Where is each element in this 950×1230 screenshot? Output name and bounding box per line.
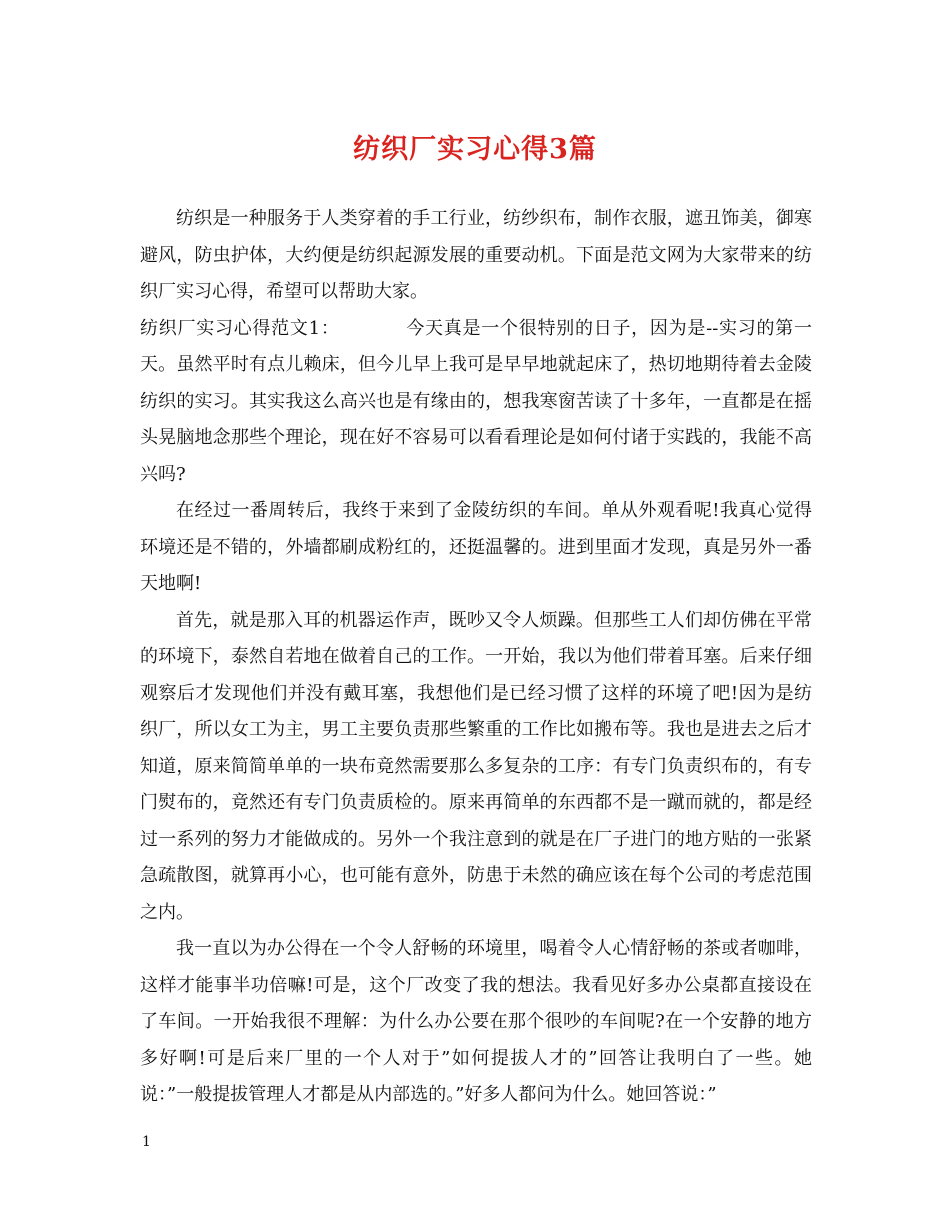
- body-paragraph: 在经过一番周转后，我终于来到了金陵纺织的车间。单从外观看呢!我真心觉得环境还是不错的，外墙都刷成粉红的，还挺温馨的。进到里面才发现，真是另外一番天地啊!: [140, 500, 812, 594]
- page-number: 1: [142, 1134, 151, 1150]
- section-label: 纺织厂实习心得范文1：: [140, 317, 340, 339]
- intro-paragraph: 纺织是一种服务于人类穿着的手工行业，纺纱织布，制作衣服，遮丑饰美，御寒避风，防虫护体，大约便是纺织起源发展的重要动机。下面是范文网为大家带来的纺织厂实习心得，希望可以帮助大家。: [140, 208, 812, 302]
- document-body: [140, 201, 812, 1114]
- body-paragraph: 首先，就是那入耳的机器运作声，既吵又令人烦躁。但那些工人们却仿佛在平常的环境下，泰然自若地在做着自己的工作。一开始，我以为他们带着耳塞。后来仔细观察后才发现他们并没有戴耳塞，我想他们是已经习惯了这样的环境了吧!因为是纺织厂，所以女工为主，男工主要负责那些繁重的工作比如搬布等。我也是进去之后才知道，原来简简单单的一块布竟然需要那么多复杂的工序：有专门负责织布的，有专门熨布的，竟然还有专门负责质检的。原来再简单的东西都不是一蹴而就的，都是经过一系列的努力才能做成的。另外一个我注意到的就是在厂子进门的地方贴的一张紧急疏散图，就算再小心，也可能有意外，防患于未然的确应该在每个公司的考虑范围之内。: [140, 609, 812, 923]
- section-text: 今天真是一个很特别的日子，因为是--实习的第一天。虽然平时有点儿赖床，但今儿早上我可是早早地就起床了，热切地期待着去金陵纺织的实习。其实我这么高兴也是有缘由的，想我寒窗苦读了十多年，一直都是在摇头晃脑地念那些个理论，现在好不容易可以看看理论是如何付诸于实践的，我能不高兴吗?: [140, 317, 812, 485]
- section-paragraph: [140, 311, 812, 494]
- document-title: 纺织厂实习心得3篇: [353, 134, 597, 165]
- body-paragraph: 我一直以为办公得在一个令人舒畅的环境里，喝着令人心情舒畅的茶或者咖啡，这样才能事半功倍嘛!可是，这个厂改变了我的想法。我看见好多办公桌都直接设在了车间。一开始我很不理解：为什么办公要在那个很吵的车间呢?在一个安静的地方多好啊!可是后来厂里的一个人对于”如何提拔人才的”回答让我明白了一些。她说：”一般提拔管理人才都是从内部选的。”好多人都问为什么。她回答说：”: [140, 938, 812, 1105]
